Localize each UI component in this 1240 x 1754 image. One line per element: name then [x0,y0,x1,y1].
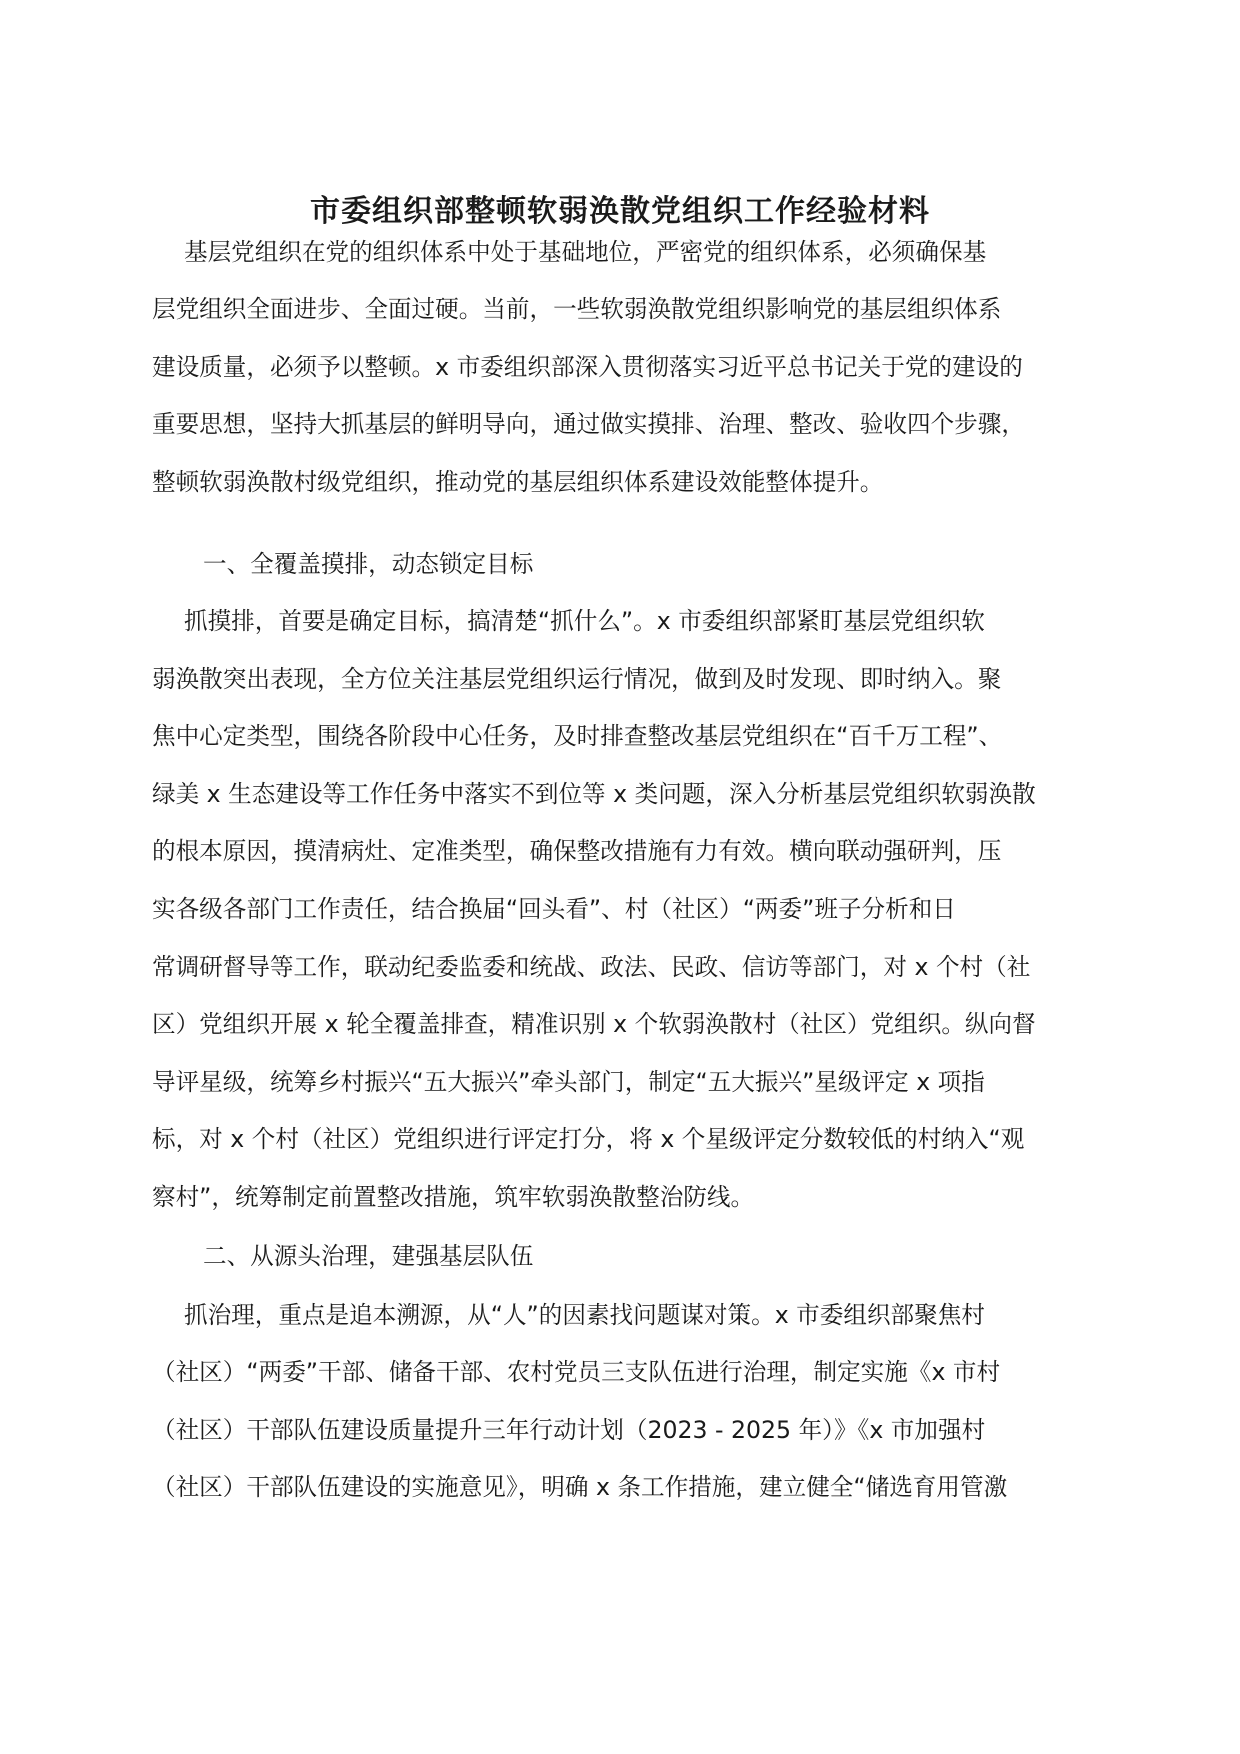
body-line: （社区）干部队伍建设质量提升三年行动计划（2023 - 2025 年）》《x 市加强村 [152,1416,986,1444]
body-line: 区）党组织开展 x 轮全覆盖排查，精准识别 x 个软弱涣散村（社区）党组织。纵向督 [152,1010,1036,1038]
body-line: （社区）干部队伍建设的实施意见》，明确 x 条工作措施，建立健全“储选育用管激 [152,1473,1008,1501]
body-line: 建设质量，必须予以整顿。x 市委组织部深入贯彻落实习近平总书记关于党的建设的 [152,353,1023,381]
body-line: 抓治理，重点是追本溯源，从“人”的因素找问题谋对策。x 市委组织部聚焦村 [184,1301,985,1329]
body-line: 导评星级，统筹乡村振兴“五大振兴”牵头部门，制定“五大振兴”星级评定 x 项指 [152,1068,985,1096]
body-line: 常调研督导等工作，联动纪委监委和统战、政法、民政、信访等部门，对 x 个村（社 [152,953,1031,981]
body-line: 绿美 x 生态建设等工作任务中落实不到位等 x 类问题，深入分析基层党组织软弱涣散 [152,780,1036,808]
body-line: 整顿软弱涣散村级党组织，推动党的基层组织体系建设效能整体提升。 [152,468,884,496]
document-title: 市委组织部整顿软弱涣散党组织工作经验材料 [310,194,930,229]
body-line: 基层党组织在党的组织体系中处于基础地位，严密党的组织体系，必须确保基 [184,238,987,266]
body-line: 实各级各部门工作责任，结合换届“回头看”、村（社区）“两委”班子分析和日 [152,895,956,923]
body-line: 的根本原因，摸清病灶、定准类型，确保整改措施有力有效。横向联动强研判，压 [152,837,1002,865]
section-heading: 一、全覆盖摸排，动态锁定目标 [203,550,534,578]
body-line: 焦中心定类型，围绕各阶段中心任务，及时排查整改基层党组织在“百千万工程”、 [152,722,1003,750]
section-heading: 二、从源头治理，建强基层队伍 [203,1242,534,1270]
body-line: 层党组织全面进步、全面过硬。当前，一些软弱涣散党组织影响党的基层组织体系 [152,295,1002,323]
body-line: 重要思想，坚持大抓基层的鲜明导向，通过做实摸排、治理、整改、验收四个步骤， [152,410,1025,438]
body-line: （社区）“两委”干部、储备干部、农村党员三支队伍进行治理，制定实施《x 市村 [152,1358,1001,1386]
body-line: 察村”，统筹制定前置整改措施，筑牢软弱涣散整治防线。 [152,1183,755,1211]
body-line: 抓摸排，首要是确定目标，搞清楚“抓什么”。x 市委组织部紧盯基层党组织软 [184,607,985,635]
body-line: 标，对 x 个村（社区）党组织进行评定打分，将 x 个星级评定分数较低的村纳入“观 [152,1125,1025,1153]
body-line: 弱涣散突出表现，全方位关注基层党组织运行情况，做到及时发现、即时纳入。聚 [152,665,1002,693]
